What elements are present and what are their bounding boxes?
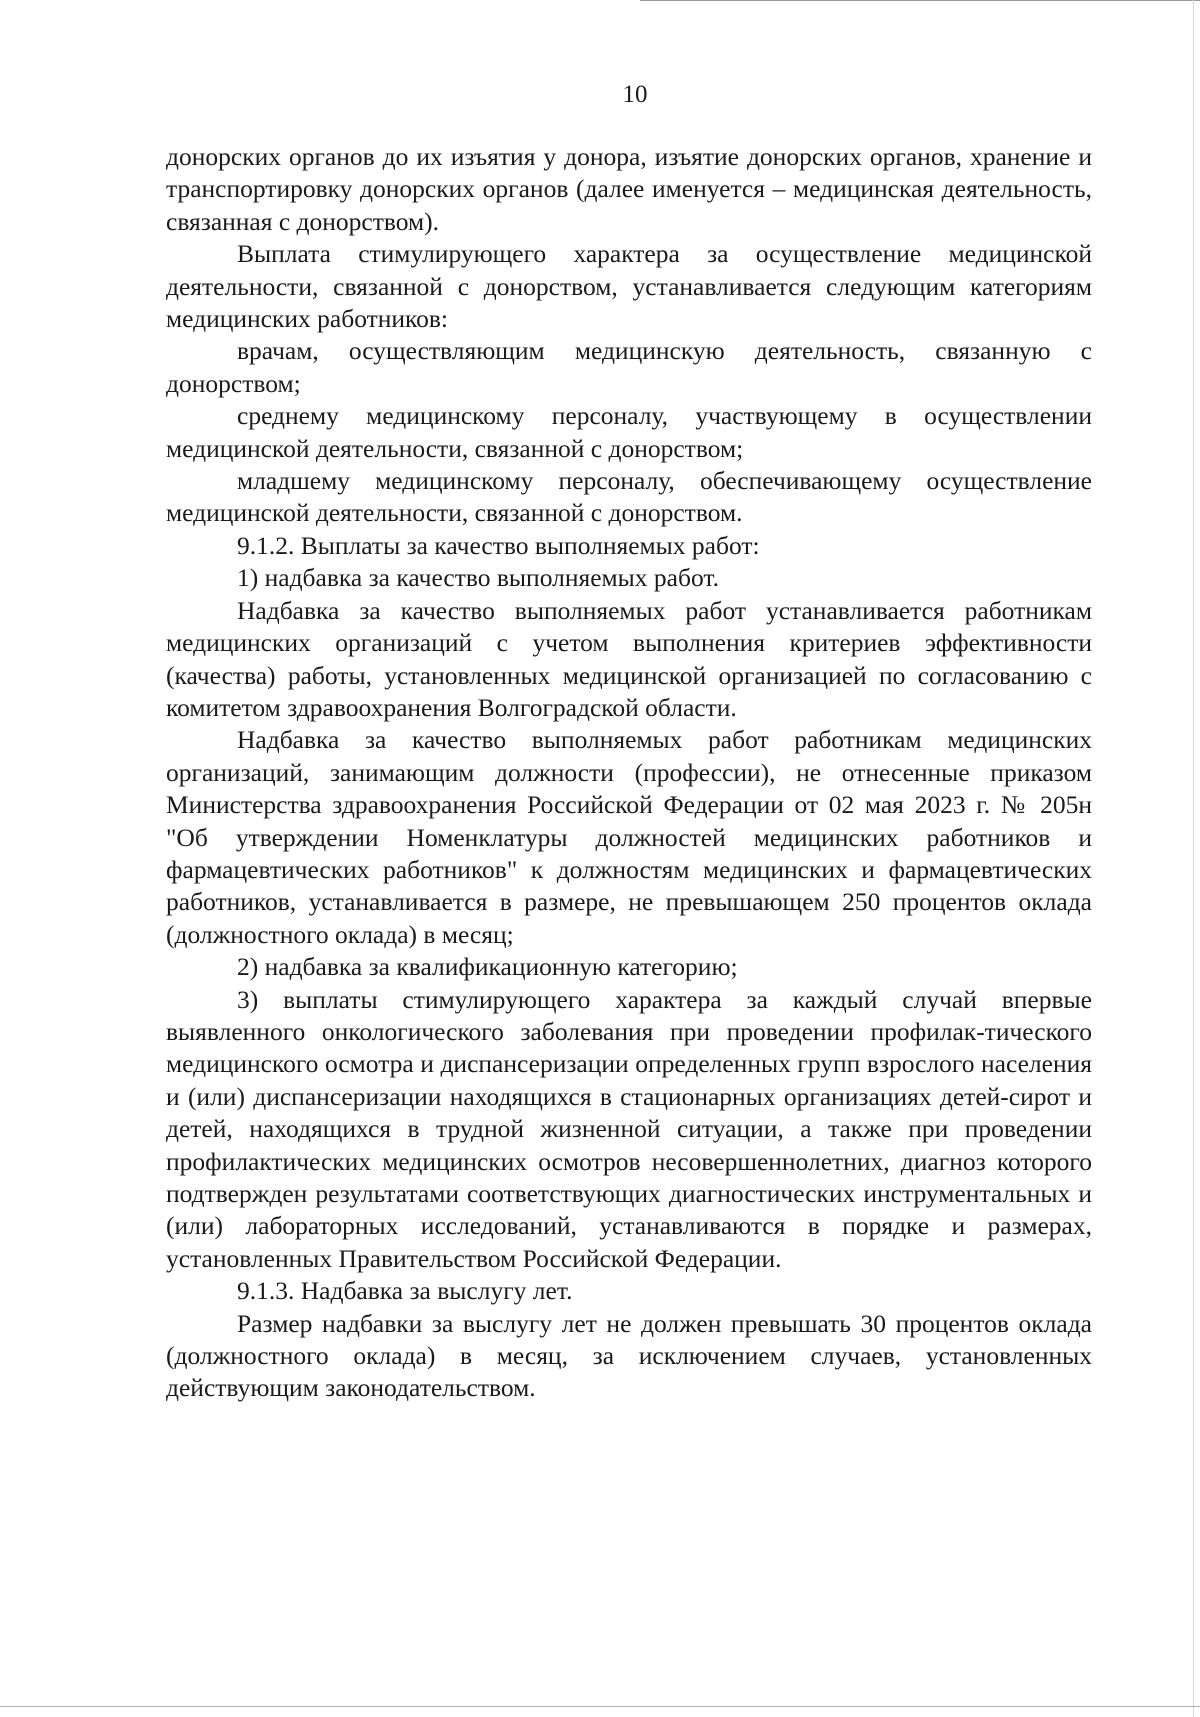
paragraph-6: 9.1.2. Выплаты за качество выполняемых работ: bbox=[237, 530, 760, 560]
paragraph-4: среднему медицинскому персоналу, участвующему в осуществлении медицинской деятельности, связанной с донорством; bbox=[166, 401, 1092, 463]
paragraph-9: Надбавка за качество выполняемых работ работникам медицинских организаций, занимающим должности (профессии), не отнесенные приказом Министерства здравоохранения Российской Федерации от 02 мая 2023 г. № 205н "Об утверждении Номенклатуры должностей медицинских работников и фармацевтических работников" к должностям медицинских и фармацевтических работников, устанавливается в размере, не превышающем 250 процентов оклада (должностного оклада) в месяц; bbox=[166, 725, 1092, 949]
paragraph-13: Размер надбавки за выслугу лет не должен превышать 30 процентов оклада (должностного оклада) в месяц, за исключением случаев, установленных действующим законодательством. bbox=[166, 1308, 1092, 1403]
paragraph-11: 3) выплаты стимулирующего характера за каждый случай впервые выявленного онкологического заболевания при проведении профилак-тического медицинского осмотра и диспансеризации определенных групп взрослого населения и (или) диспансеризации находящихся в стационарных организациях детей-сирот и детей, находящихся в трудной жизненной ситуации, а также при проведении профилактических медицинских осмотров несовершеннолетних, диагноз которого подтвержден результатами соответствующих диагностических инструментальных и (или) лабораторных исследований, устанавливаются в порядке и размерах, установленных Правительством Российской Федерации. bbox=[166, 984, 1092, 1273]
paragraph-8: Надбавка за качество выполняемых работ устанавливается работникам медицинских организаций с учетом выполнения критериев эффективности (качества) работы, установленных медицинской организацией по согласованию с комитетом здравоохранения Волгоградской области. bbox=[166, 595, 1092, 722]
scan-edge-bottom-line bbox=[0, 1706, 1200, 1707]
paragraph-10: 2) надбавка за квалификационную категорию; bbox=[237, 952, 738, 982]
paragraph-5: младшему медицинскому персоналу, обеспечивающему осуществление медицинской деятельности, связанной с донорством. bbox=[166, 466, 1092, 528]
paragraph-3: врачам, осуществляющим медицинскую деятельность, связанную с донорством; bbox=[166, 336, 1092, 398]
paragraph-12: 9.1.3. Надбавка за выслугу лет. bbox=[237, 1276, 573, 1306]
page-number: 10 bbox=[622, 81, 648, 108]
paragraph-2: Выплата стимулирующего характера за осуществление медицинской деятельности, связанной с донорством, устанавливается следующим категориям медицинских работников: bbox=[166, 239, 1092, 334]
document-body bbox=[166, 141, 1092, 1405]
scan-edge-right-line bbox=[1193, 0, 1194, 1717]
paragraph-7: 1) надбавка за качество выполняемых работ. bbox=[237, 563, 719, 593]
scan-edge-top-line bbox=[640, 0, 1200, 1]
paragraph-1: донорских органов до их изъятия у донора, изъятие донорских органов, хранение и транспортировку донорских органов (далее именуется – медицинская деятельность, связанная с донорством). bbox=[166, 142, 1092, 236]
